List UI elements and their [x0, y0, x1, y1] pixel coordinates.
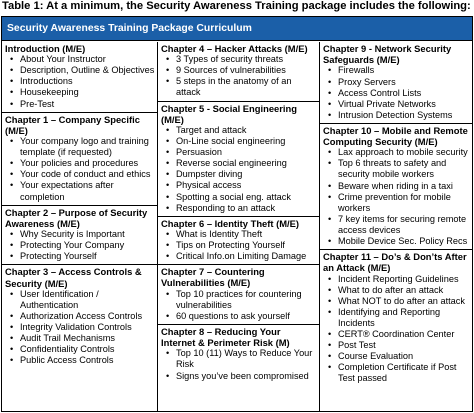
list-item: • Dumpster diving: [161, 169, 317, 180]
section-title: Chapter 10 – Mobile and Remote Computing Security (M/E): [323, 124, 468, 148]
list-item: • Physical access: [161, 180, 317, 191]
curriculum-section: [320, 250, 472, 386]
curriculum-section: [2, 265, 157, 368]
list-item: • Beware when riding in a taxi: [323, 181, 470, 192]
list-item: • Your code of conduct and ethics: [5, 169, 155, 180]
list-item: • Spotting a social eng. attack: [161, 192, 317, 203]
section-title: Chapter 9 - Network Security Safeguards (M/E): [323, 43, 452, 66]
list-item: • Crime prevention for mobile workers: [323, 192, 470, 214]
list-item: • On-Line social engineering: [161, 136, 317, 147]
section-item-list: [323, 147, 470, 247]
curriculum-table: [1, 16, 473, 412]
list-item: • Confidentiality Controls: [5, 344, 155, 355]
curriculum-section: [158, 42, 319, 102]
list-item: • Housekeeping: [5, 87, 155, 98]
curriculum-section: [158, 102, 319, 217]
section-title: Introduction (M/E): [5, 43, 86, 54]
list-item: • Incident Reporting Guidelines: [323, 274, 470, 285]
curriculum-section: [2, 113, 157, 206]
section-title: Chapter 8 – Reducing Your Internet & Perimeter Risk (M): [161, 325, 290, 349]
section-title: Chapter 6 – Identity Theft (M/E): [161, 217, 300, 229]
list-item: • Your policies and procedures: [5, 158, 155, 169]
curriculum-section: [2, 206, 157, 266]
curriculum-section: [158, 265, 319, 325]
table-header: [2, 17, 472, 41]
list-item: • 60 questions to ask yourself: [161, 311, 317, 322]
curriculum-section: [2, 42, 157, 113]
list-item: • What NOT to do after an attack: [323, 296, 470, 307]
curriculum-section: [320, 124, 472, 250]
table-caption: Table 1: At a minimum, the Security Awareness Training package includes the following:: [2, 0, 471, 12]
column-2: [158, 42, 320, 411]
section-item-list: [5, 229, 155, 262]
list-item: • What is Identity Theft: [161, 229, 317, 240]
list-item: • Virtual Private Networks: [323, 99, 470, 110]
list-item: • Course Evaluation: [323, 351, 470, 362]
section-item-list: [323, 65, 470, 120]
list-item: • What to do after an attack: [323, 285, 470, 296]
list-item: • 3 Types of security threats: [161, 54, 317, 65]
column-3: [320, 42, 472, 411]
list-item: • Tips on Protecting Yourself: [161, 240, 317, 251]
list-item: • About Your Instructor: [5, 54, 155, 65]
section-title: Chapter 11 – Do’s & Don’ts After an Attack (M/E): [323, 251, 467, 274]
list-item: • CERT® Coordination Center: [323, 329, 470, 340]
list-item: • Introductions: [5, 76, 155, 87]
list-item: • 5 steps in the anatomy of an attack: [161, 76, 317, 98]
list-item: • Lax approach to mobile security: [323, 147, 470, 158]
list-item: • Description, Outline & Objectives: [5, 65, 155, 76]
list-item: • Intrusion Detection Systems: [323, 110, 470, 121]
list-item: • Authorization Access Controls: [5, 311, 155, 322]
curriculum-section: [158, 217, 319, 265]
list-item: • Top 10 practices for countering vulnerabilities: [161, 289, 317, 311]
list-item: • Completion Certificate if Post Test passed: [323, 362, 470, 384]
list-item: • 7 key items for securing remote access devices: [323, 214, 470, 236]
list-item: • Identifying and Reporting Incidents: [323, 307, 470, 329]
list-item: • Top 10 (11) Ways to Reduce Your Risk: [161, 348, 317, 370]
section-item-list: [161, 348, 317, 381]
list-item: • Public Access Controls: [5, 355, 155, 366]
section-title: Chapter 1 – Company Specific (M/E): [5, 113, 140, 136]
list-item: • Audit Trail Mechanisms: [5, 333, 155, 344]
section-title: Chapter 7 – Countering Vulnerabilities (M/E): [161, 266, 265, 289]
section-item-list: [161, 229, 317, 262]
list-item: • Critical Info.on Limiting Damage: [161, 251, 317, 262]
list-item: • Responding to an attack: [161, 203, 317, 214]
list-item: • Post Test: [323, 340, 470, 351]
list-item: • Target and attack: [161, 125, 317, 136]
list-item: • Top 6 threats to safety and security mobile workers: [323, 158, 470, 180]
list-item: • Why Security is Important: [5, 229, 155, 240]
section-title: Chapter 4 – Hacker Attacks (M/E): [161, 43, 308, 54]
list-item: • Your expectations after completion: [5, 180, 155, 202]
section-item-list: [161, 289, 317, 322]
list-item: • Protecting Yourself: [5, 251, 155, 262]
curriculum-section: [158, 325, 319, 384]
list-item: • 9 Sources of vulnerabilities: [161, 65, 317, 76]
column-1: [2, 42, 158, 411]
section-item-list: [5, 136, 155, 203]
table-title: Security Awareness Training Package Curriculum: [7, 23, 252, 34]
section-title: Chapter 5 - Social Engineering (M/E): [161, 102, 297, 125]
section-item-list: [161, 54, 317, 98]
list-item: • User Identification / Authentication: [5, 289, 155, 311]
list-item: • Integrity Validation Controls: [5, 322, 155, 333]
list-item: • Reverse social engineering: [161, 158, 317, 169]
list-item: • Persuasion: [161, 147, 317, 158]
section-item-list: [5, 54, 155, 109]
list-item: • Access Control Lists: [323, 88, 470, 99]
list-item: • Proxy Servers: [323, 77, 470, 88]
list-item: • Your company logo and training template (if requested): [5, 136, 155, 158]
section-item-list: [161, 125, 317, 214]
list-item: • Firewalls: [323, 65, 470, 76]
section-title: Chapter 2 – Purpose of Security Awareness (M/E): [5, 206, 148, 229]
list-item: • Signs you’ve been compromised: [161, 371, 317, 382]
list-item: • Protecting Your Company: [5, 240, 155, 251]
section-title: Chapter 3 – Access Controls & Security (M/E): [5, 266, 142, 289]
section-item-list: [323, 274, 470, 385]
section-item-list: [5, 289, 155, 367]
curriculum-section: [320, 42, 472, 124]
list-item: • Pre-Test: [5, 99, 155, 110]
list-item: • Mobile Device Sec. Policy Recs: [323, 236, 470, 247]
